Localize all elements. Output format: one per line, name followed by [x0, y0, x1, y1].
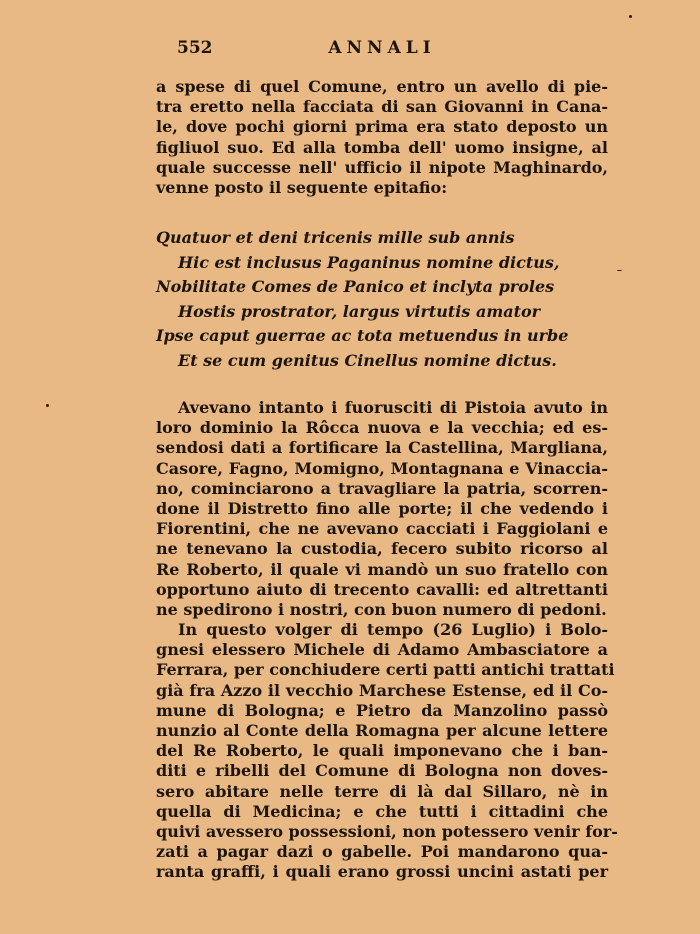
text-line: già fra Azzo il vecchio Marchese Estense, ed il Co-: [156, 680, 608, 700]
paper-speck: [617, 270, 622, 271]
text-line: quella di Medicina; e che tutti i cittadini che: [156, 801, 608, 821]
text-line: gnesi elessero Michele di Adamo Ambasciatore a: [156, 640, 608, 660]
epitaph-line: Ipse caput guerrae ac tota metuendus in urbe: [156, 326, 569, 346]
paper-speck: [46, 404, 49, 407]
text-line: le, dove pochi giorni prima era stato deposto un: [156, 117, 608, 137]
text-line: quale successe nell' ufficio il nipote Maghinardo,: [156, 157, 608, 177]
epitaph-line: Et se cum genitus Cinellus nomine dictus.: [178, 350, 557, 370]
epitaph-line: Nobilitate Comes de Panico et inclyta proles: [156, 277, 555, 297]
text-line: loro dominio la Rôcca nuova e la vecchia; ed es-: [156, 418, 608, 438]
text-line: ranta graffi, i quali erano grossi uncini astati per: [156, 862, 608, 882]
text-line: Avevano intanto i fuorusciti di Pistoia avuto in: [178, 398, 608, 417]
text-line: diti e ribelli del Comune di Bologna non doves-: [156, 761, 608, 781]
text-line: Re Roberto, il quale vi mandò un suo fratello con: [156, 559, 608, 579]
text-line: Casore, Fagno, Momigno, Montagnana e Vinaccia-: [156, 458, 608, 478]
text-line: done il Distretto fino alle porte; il che vedendo i: [156, 498, 608, 518]
text-line: Fiorentini, che ne avevano cacciati i Faggiolani e: [156, 519, 608, 539]
text-line: ne tenevano la custodia, fecero subito ricorso al: [156, 539, 608, 559]
text-line: nunzio al Conte della Romagna per alcune lettere: [156, 720, 608, 740]
page-number: 552: [177, 38, 213, 58]
text-line: no, cominciarono a travagliare la patria, scorren-: [156, 478, 608, 498]
text-line: figliuol suo. Ed alla tomba dell' uomo insigne, al: [156, 137, 608, 157]
paragraph-3: [156, 620, 618, 882]
text-line: del Re Roberto, le quali imponevano che i ban-: [156, 741, 608, 761]
text-line: venne posto il seguente epitafio:: [156, 177, 448, 197]
page-header: [156, 38, 608, 64]
running-title: ANNALI: [328, 38, 436, 58]
text-line: sendosi dati a fortificare la Castellina, Margliana,: [156, 438, 608, 458]
epitaph-line: Hic est inclusus Paganinus nomine dictus,: [178, 252, 560, 272]
text-line: zati a pagar dazi o gabelle. Poi mandarono qua-: [156, 842, 608, 862]
epitaph-line: Quatuor et deni tricenis mille sub annis: [156, 228, 515, 247]
epitaph: [156, 226, 608, 374]
text-line: tra eretto nella facciata di san Giovanni in Cana-: [156, 97, 608, 117]
text-line: ne spedirono i nostri, con buon numero di pedoni.: [156, 599, 607, 619]
epitaph-line: Hostis prostrator, largus virtutis amator: [178, 301, 541, 321]
text-line: mune di Bologna; e Pietro da Manzolino passò: [156, 700, 608, 720]
text-line: a spese di quel Comune, entro un avello di pie-: [156, 77, 608, 96]
paragraph-1: [156, 77, 608, 198]
paragraph-2: [156, 398, 608, 620]
text-line: Ferrara, per conchiudere certi patti antichi trattati: [156, 660, 615, 680]
text-line: quivi avessero possessioni, non potessero venir for-: [156, 821, 618, 841]
text-line: opportuno aiuto di trecento cavalli: ed altrettanti: [156, 579, 608, 599]
paper-speck: [629, 15, 632, 18]
text-line: sero abitare nelle terre di là dal Sillaro, nè in: [156, 781, 608, 801]
text-line: In questo volger di tempo (26 Luglio) i Bolo-: [178, 620, 608, 639]
